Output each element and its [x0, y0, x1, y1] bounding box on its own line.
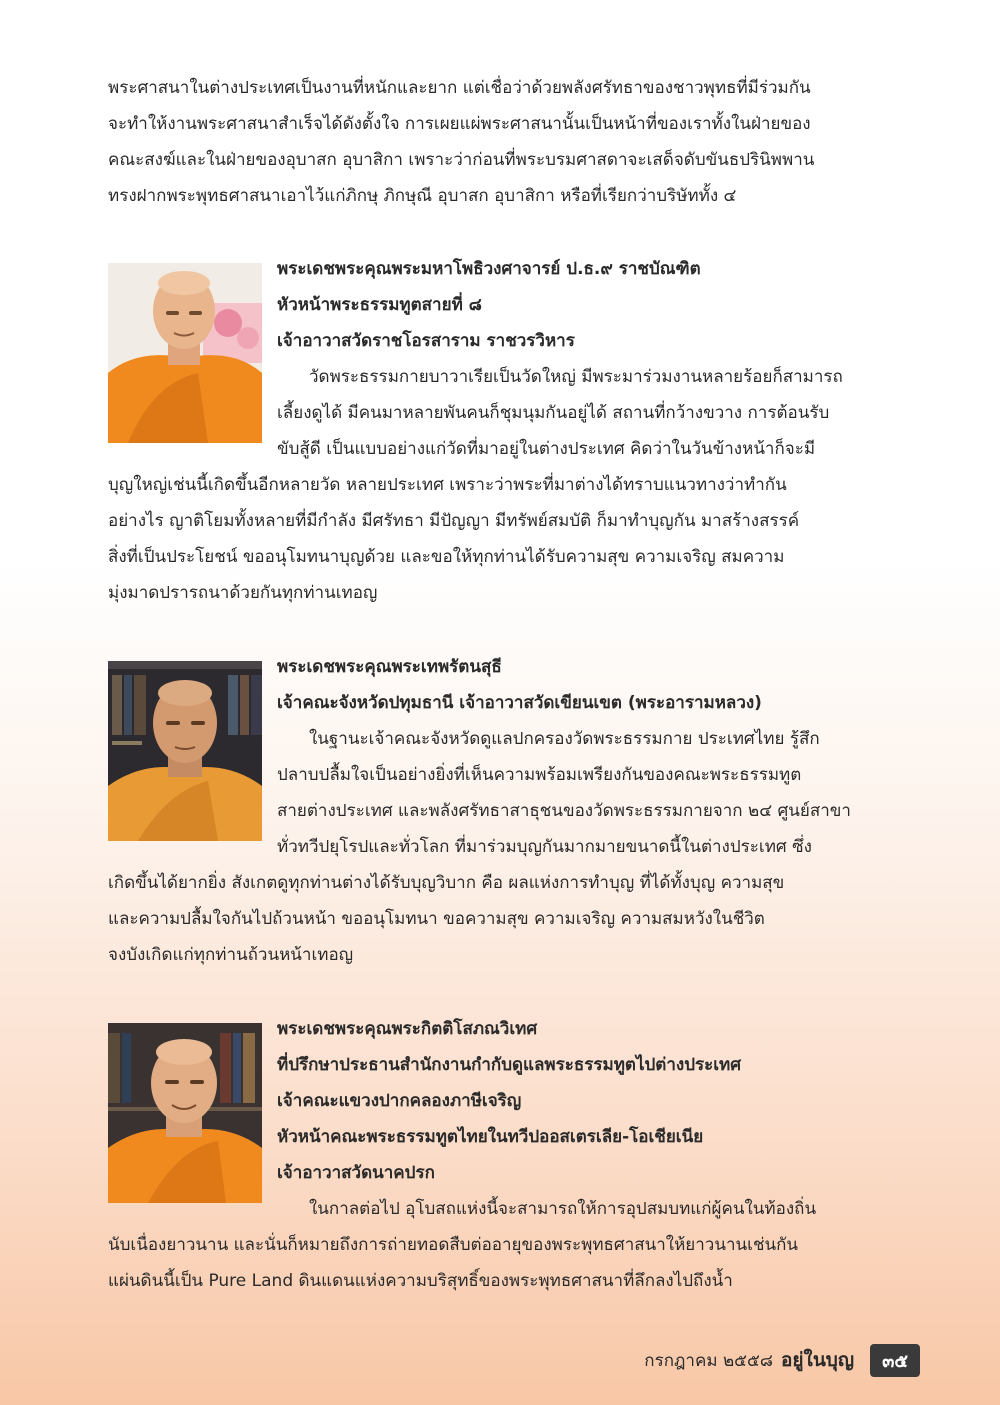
monk2-side-line: สายต่างประเทศ และพลังศรัทธาสาธุชนของวัดพระธรรมกายจาก ๒๔ ศูนย์สาขา — [277, 801, 851, 821]
monk2-name-heading: พระเดชพระคุณพระเทพรัตนสุธี — [277, 657, 502, 677]
intro-paragraph — [108, 70, 922, 214]
intro-line: พระศาสนาในต่างประเทศเป็นงานที่หนักและยาก แต่เชื่อว่าด้วยพลังศรัทธาของชาวพุทธที่มีร่วมกัน — [108, 78, 811, 98]
monk1-block — [277, 251, 922, 467]
intro-line: จะทำให้งานพระศาสนาสำเร็จได้ดังตั้งใจ การเผยแผ่พระศาสนานั้นเป็นหน้าที่ของเราทั้งในฝ่ายของ — [108, 114, 811, 134]
monk1-line: สิ่งที่เป็นประโยชน์ ขออนุโมทนาบุญด้วย และขอให้ทุกท่านได้รับความสุข ความเจริญ สมความ — [108, 547, 785, 567]
monk1-line: บุญใหญ่เช่นนี้เกิดขึ้นอีกหลายวัด หลายประเทศ เพราะว่าพระที่มาต่างได้ทราบแนวทางว่าทำกัน — [108, 475, 787, 495]
monk3-photo — [108, 1023, 262, 1203]
monk1-photo — [108, 263, 262, 443]
monk3-line: นับเนื่องยาวนาน และนั่นก็หมายถึงการถ่ายทอดสืบต่ออายุของพระพุทธศาสนาให้ยาวนานเช่นกัน — [108, 1235, 799, 1255]
monk2-side-line: ทั่วทวีปยุโรปและทั่วโลก ที่มาร่วมบุญกันมากมายขนาดนี้ในต่างประเทศ ซึ่ง — [277, 837, 812, 857]
monk2-block — [277, 649, 922, 865]
monk2-line: จงบังเกิดแก่ทุกท่านถ้วนหน้าเทอญ — [108, 945, 354, 965]
monk1-line: อย่างไร ญาติโยมทั้งหลายที่มีกำลัง มีศรัทธา มีปัญญา มีทรัพย์สมบัติ ก็มาทำบุญกัน มาสร้างสรรค์ — [108, 511, 800, 531]
monk1-side-line: เลี้ยงดูได้ มีคนมาหลายพันคนก็ชุมนุมกันอยู่ได้ สถานที่กว้างขวาง การต้อนรับ — [277, 403, 830, 423]
monk2-paragraph — [108, 865, 922, 973]
monk2-line: และความปลื้มใจกันไปถ้วนหน้า ขออนุโมทนา ขอความสุข ความเจริญ ความสมหวังในชีวิต — [108, 909, 765, 929]
monk2-photo — [108, 661, 262, 841]
intro-line: คณะสงฆ์และในฝ่ายของอุบาสก อุบาสิกา เพราะว่าก่อนที่พระบรมศาสดาจะเสด็จดับขันธปรินิพพาน — [108, 150, 815, 170]
page-number-badge: ๓๕ — [870, 1344, 920, 1377]
intro-line: ทรงฝากพระพุทธศาสนาเอาไว้แก่ภิกษุ ภิกษุณี อุบาสก อุบาสิกา หรือที่เรียกว่าบริษัททั้ง ๔ — [108, 186, 737, 206]
monk1-line: มุ่งมาดปรารถนาด้วยกันทุกท่านเทอญ — [108, 583, 378, 603]
monk3-block — [277, 1011, 922, 1227]
monk3-district-heading: เจ้าคณะแขวงปากคลองภาษีเจริญ — [277, 1091, 522, 1111]
monk3-mission-heading: หัวหน้าคณะพระธรรมทูตไทยในทวีปออสเตรเลีย-โอเชียเนีย — [277, 1127, 704, 1147]
monk3-advisor-heading: ที่ปรึกษาประธานสำนักงานกำกับดูแลพระธรรมทูตไปต่างประเทศ — [277, 1055, 742, 1075]
monk3-paragraph — [108, 1227, 922, 1299]
monk3-line: แผ่นดินนี้เป็น Pure Land ดินแดนแห่งความบริสุทธิ์ของพระพุทธศาสนาที่ลึกลงไปถึงน้ำ — [108, 1271, 733, 1291]
monk2-side-line: ในฐานะเจ้าคณะจังหวัดดูแลปกครองวัดพระธรรมกาย ประเทศไทย รู้สึก — [309, 729, 820, 749]
monk2-title-heading: เจ้าคณะจังหวัดปทุมธานี เจ้าอาวาสวัดเขียนเขต (พระอารามหลวง) — [277, 693, 762, 713]
monk1-side-line: ขับสู้ดี เป็นแบบอย่างแก่วัดที่มาอยู่ในต่างประเทศ คิดว่าในวันข้างหน้าก็จะมี — [277, 439, 816, 459]
monk2-side-line: ปลาบปลื้มใจเป็นอย่างยิ่งที่เห็นความพร้อมเพรียงกันของคณะพระธรรมทูต — [277, 765, 802, 785]
monk3-abbot-heading: เจ้าอาวาสวัดนาคปรก — [277, 1163, 435, 1183]
monk1-name-heading: พระเดชพระคุณพระมหาโพธิวงศาจารย์ ป.ธ.๙ ราชบัณฑิต — [277, 259, 701, 279]
monk1-title-heading: หัวหน้าพระธรรมทูตสายที่ ๘ — [277, 295, 482, 315]
monk3-side-line: ในกาลต่อไป อุโบสถแห่งนี้จะสามารถให้การอุปสมบทแก่ผู้คนในท้องถิ่น — [309, 1199, 817, 1219]
monk1-abbot-heading: เจ้าอาวาสวัดราชโอรสาราม ราชวรวิหาร — [277, 331, 575, 351]
page-footer — [644, 1345, 920, 1375]
footer-date: กรกฎาคม ๒๕๕๘ — [644, 1350, 773, 1371]
footer-magazine-name: อยู่ในบุญ — [781, 1349, 855, 1371]
monk1-side-line: วัดพระธรรมกายบาวาเรียเป็นวัดใหญ่ มีพระมาร่วมงานหลายร้อยก็สามารถ — [309, 367, 843, 387]
monk3-name-heading: พระเดชพระคุณพระกิตติโสภณวิเทศ — [277, 1019, 538, 1039]
monk1-paragraph — [108, 467, 922, 611]
monk2-line: เกิดขึ้นได้ยากยิ่ง สังเกตดูทุกท่านต่างได้รับบุญวิบาก คือ ผลแห่งการทำบุญ ที่ได้ทั้งบุญ ความสุข — [108, 873, 785, 893]
